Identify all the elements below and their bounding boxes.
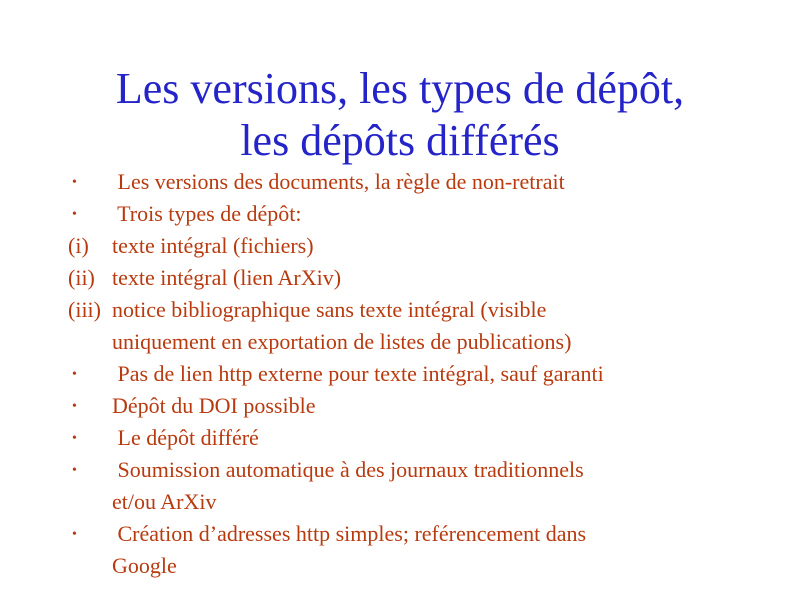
list-item-text: notice bibliographique sans texte intégral (visible — [112, 297, 547, 322]
list-item — [0, 262, 800, 294]
list-item — [0, 454, 800, 518]
list-item — [0, 358, 800, 390]
bullet-icon: • — [72, 463, 77, 478]
bullet-icon: • — [72, 527, 77, 542]
list-item-text: Création d’adresses http simples; reférencement dans — [112, 521, 587, 546]
list-item-text: Dépôt du DOI possible — [112, 393, 316, 418]
list-item-text: texte intégral (fichiers) — [112, 233, 314, 258]
list-item-continuation: Google — [112, 553, 177, 578]
list-item-continuation: et/ou ArXiv — [112, 489, 217, 514]
list-item — [0, 294, 800, 358]
list-item — [0, 198, 800, 230]
list-item — [0, 518, 800, 582]
list-item-number: (ii) — [68, 265, 95, 290]
bullet-icon: • — [72, 399, 77, 414]
list-item — [0, 166, 800, 198]
slide-title-line-1: Les versions, les types de dépôt, — [115, 64, 685, 114]
list-item-text: texte intégral (lien ArXiv) — [112, 265, 342, 290]
list-item-text: Trois types de dépôt: — [112, 201, 302, 226]
list-item-continuation: uniquement en exportation de listes de publications) — [112, 329, 572, 354]
bullet-icon: • — [72, 367, 77, 382]
list-item-number: (iii) — [68, 297, 101, 322]
list-item-text: Les versions des documents, la règle de non-retrait — [112, 169, 565, 194]
list-item-text: Pas de lien http externe pour texte intégral, sauf garanti — [112, 361, 604, 386]
bullet-icon: • — [72, 207, 77, 222]
list-item — [0, 390, 800, 422]
list-item-text: Soumission automatique à des journaux traditionnels — [112, 457, 584, 482]
bullet-icon: • — [72, 175, 77, 190]
list-item-text: Le dépôt différé — [112, 425, 259, 450]
bullet-icon: • — [72, 431, 77, 446]
slide-body-list — [0, 166, 800, 582]
slide-title-line-2: les dépôts différés — [240, 116, 560, 166]
slide-title — [0, 63, 800, 167]
list-item — [0, 230, 800, 262]
list-item-number: (i) — [68, 233, 89, 258]
list-item — [0, 422, 800, 454]
